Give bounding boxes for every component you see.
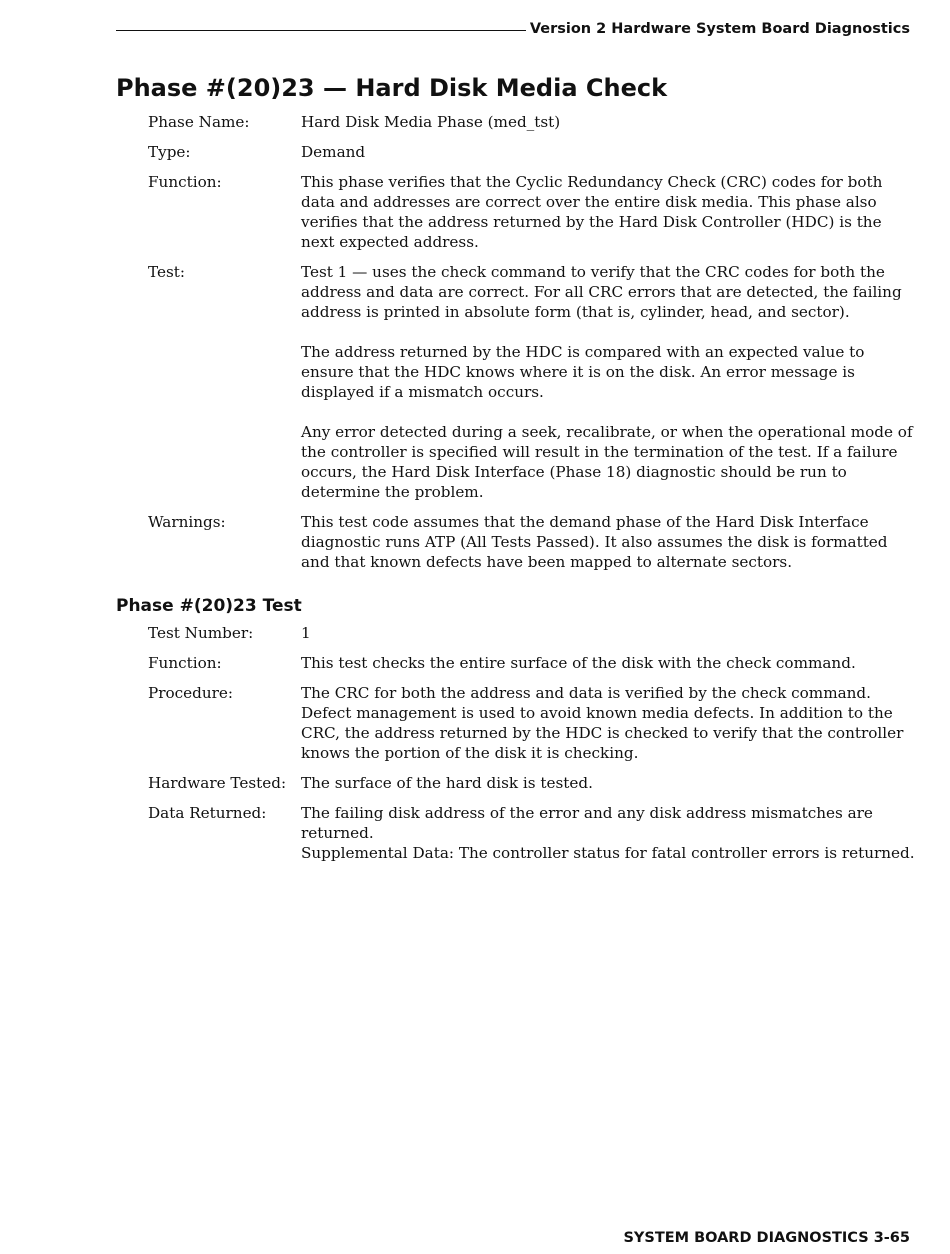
page-footer: SYSTEM BOARD DIAGNOSTICS 3-65 — [623, 1230, 910, 1246]
field-value: Hard Disk Media Phase (med_tst) — [301, 113, 561, 131]
field-label: Procedure: — [148, 684, 233, 702]
field-label: Hardware Tested: — [148, 774, 287, 792]
field-hardware-tested — [148, 773, 918, 793]
supplemental-data-line: Supplemental Data: The controller status for fatal controller errors is returned. — [301, 844, 915, 862]
field-label: Test: — [148, 263, 185, 281]
field-value: This test code assumes that the demand phase of the Hard Disk Interface diagnostic runs ATP (All Tests Passed). It also assumes the disk is formatted and that known defects have been mapped to alternate sectors. — [301, 513, 888, 571]
field-value: This phase verifies that the Cyclic Redundancy Check (CRC) codes for both data and addresses are correct over the entire disk media. This phase also verifies that the address returned by the Hard Disk Controller (HDC) is the next expected address. — [301, 173, 883, 251]
field-procedure — [148, 683, 918, 763]
field-value: Test 1 — uses the check command to verify that the CRC codes for both the address and data are correct. For all CRC errors that are detected, the failing address is printed in absolute form (that is, cylinder, head, and sector). The address returned by the HDC is compared with an expected value to ensure that the HDC knows where it is on the disk. An error message is displayed if a mismatch occurs. Any error detected during a seek, recalibrate, or when the operational mode of the controller is specified will result in the termination of the test. If a failure occurs, the Hard Disk Interface (Phase 18) diagnostic should be run to determine the problem. — [301, 263, 913, 501]
test-section-title: Phase #(20)23 Test — [116, 596, 302, 616]
field-test — [148, 262, 918, 502]
phase-title: Phase #(20)23 — Hard Disk Media Check — [116, 74, 668, 102]
field-function — [148, 172, 918, 252]
field-value: The CRC for both the address and data is verified by the check command. Defect management is used to avoid known media defects. In addition to the CRC, the address returned by the HDC is checked to verify that the controller knows the portion of the disk it is checking. — [301, 684, 904, 762]
field-value: Demand — [301, 143, 366, 161]
running-header — [116, 18, 910, 40]
header-rule — [116, 30, 526, 31]
phase-details — [148, 112, 918, 582]
field-warnings — [148, 512, 918, 572]
test-details — [148, 623, 918, 873]
field-test-number — [148, 623, 918, 643]
data-returned-line: The failing disk address of the error and any disk address mismatches are returned. — [301, 804, 873, 842]
field-label: Warnings: — [148, 513, 226, 531]
field-function — [148, 653, 918, 673]
field-label: Phase Name: — [148, 113, 250, 131]
field-value: The surface of the hard disk is tested. — [301, 774, 593, 792]
field-type — [148, 142, 918, 162]
field-label: Function: — [148, 654, 222, 672]
field-data-returned — [148, 803, 918, 863]
running-title: Version 2 Hardware System Board Diagnostics — [529, 21, 910, 37]
field-value: 1 — [301, 624, 311, 642]
field-label: Function: — [148, 173, 222, 191]
field-value: This test checks the entire surface of the disk with the check command. — [301, 654, 856, 672]
field-label: Test Number: — [148, 624, 254, 642]
field-label: Type: — [148, 143, 191, 161]
field-phase-name — [148, 112, 918, 132]
field-value — [301, 803, 918, 863]
field-label: Data Returned: — [148, 804, 267, 822]
